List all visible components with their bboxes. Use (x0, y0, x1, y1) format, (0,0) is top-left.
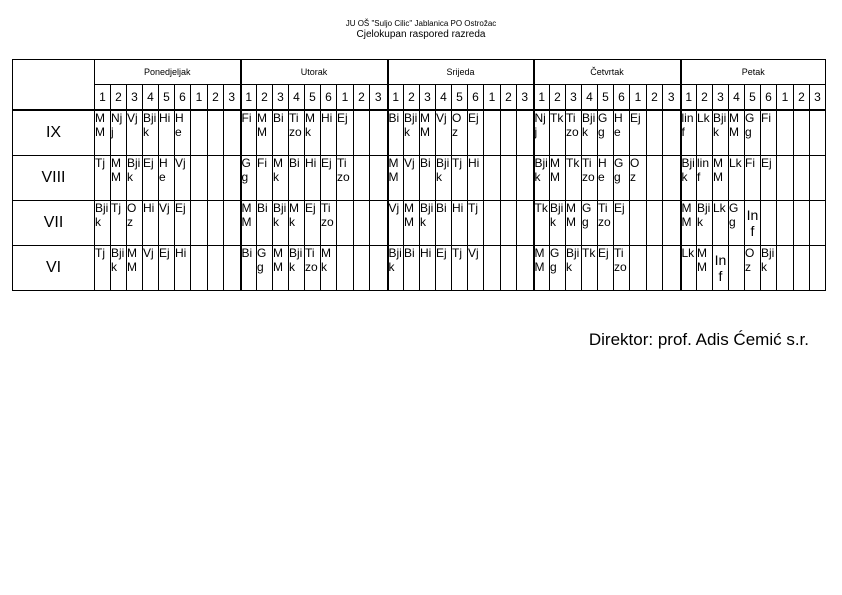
schedule-cell (517, 201, 534, 246)
schedule-cell (208, 201, 224, 246)
period-header: 3 (810, 85, 826, 111)
schedule-cell (777, 156, 794, 201)
schedule-cell: M M (566, 201, 582, 246)
schedule-cell: M M (388, 156, 404, 201)
schedule-cell: M M (729, 110, 745, 156)
period-header: 4 (436, 85, 452, 111)
schedule-cell: M M (681, 201, 697, 246)
period-header: 6 (468, 85, 484, 111)
schedule-cell (663, 110, 681, 156)
schedule-cell: Tk (582, 246, 598, 291)
schedule-cell: Bji k (534, 156, 550, 201)
schedule-cell: Bji k (436, 156, 452, 201)
class-row (13, 156, 826, 201)
schedule-cell: Ti zo (614, 246, 630, 291)
schedule-cell (810, 110, 826, 156)
class-name: VI (13, 246, 95, 291)
period-header: 2 (697, 85, 713, 111)
schedule-cell (777, 110, 794, 156)
schedule-cell (337, 201, 354, 246)
schedule-cell (777, 246, 794, 291)
schedule-cell (517, 156, 534, 201)
period-header: 5 (745, 85, 761, 111)
school-name: JU OŠ "Suljo Cilic" Jablanica PO Ostrožac (345, 19, 497, 28)
schedule-cell: Vj (388, 201, 404, 246)
schedule-cell: G g (729, 201, 745, 246)
schedule-cell (630, 201, 647, 246)
schedule-cell: M M (697, 246, 713, 291)
schedule-cell: Ej (305, 201, 321, 246)
period-header: 4 (143, 85, 159, 111)
schedule-cell (729, 246, 745, 291)
schedule-cell (370, 246, 388, 291)
schedule-cell: Ej (468, 110, 484, 156)
period-header: 1 (241, 85, 257, 111)
schedule-cell: M k (321, 246, 337, 291)
schedule-cell (794, 110, 810, 156)
schedule-cell (191, 246, 208, 291)
schedule-cell: Lk (713, 201, 729, 246)
schedule-cell: Bji k (566, 246, 582, 291)
schedule-cell: Tj (452, 156, 468, 201)
schedule-cell: Inf (713, 246, 729, 291)
schedule-cell: H e (159, 156, 175, 201)
schedule-cell: M M (534, 246, 550, 291)
schedule-cell: Ti zo (321, 201, 337, 246)
schedule-cell: Hi (175, 246, 191, 291)
schedule-cell: O z (745, 246, 761, 291)
schedule-cell: G g (257, 246, 273, 291)
schedule-cell: Ti zo (289, 110, 305, 156)
schedule-cell: Hi (321, 110, 337, 156)
period-header: 2 (257, 85, 273, 111)
class-row (13, 246, 826, 291)
schedule-cell: MM (95, 110, 111, 156)
schedule-cell: Tj (452, 246, 468, 291)
schedule-cell: Bji k (404, 110, 420, 156)
schedule-cell: Nj j (111, 110, 127, 156)
schedule-cell: Lk (681, 246, 697, 291)
schedule-cell (663, 201, 681, 246)
schedule-cell: Bi (388, 110, 404, 156)
class-name: IX (13, 110, 95, 156)
schedule-cell: Ej (761, 156, 777, 201)
schedule-cell: Bji k (697, 201, 713, 246)
schedule-cell: Bji k (420, 201, 436, 246)
schedule-cell (630, 246, 647, 291)
schedule-cell (663, 246, 681, 291)
schedule-cell: M k (273, 156, 289, 201)
schedule-cell: Hi (143, 201, 159, 246)
schedule-cell (354, 201, 370, 246)
schedule-cell (354, 156, 370, 201)
schedule-cell (501, 246, 517, 291)
schedule-cell: Bji k (388, 246, 404, 291)
period-header: 3 (273, 85, 289, 111)
schedule-cell (794, 201, 810, 246)
schedule-cell (354, 110, 370, 156)
schedule-cell: Hi (305, 156, 321, 201)
schedule-cell: H e (175, 110, 191, 156)
period-header: 1 (95, 85, 111, 111)
schedule-cell: G g (550, 246, 566, 291)
schedule-cell: Lk (697, 110, 713, 156)
schedule-cell: Bji k (761, 246, 777, 291)
schedule-cell (647, 110, 663, 156)
schedule-cell: M M (404, 201, 420, 246)
period-header: 4 (289, 85, 305, 111)
schedule-cell (501, 201, 517, 246)
schedule-cell (761, 201, 777, 246)
schedule-cell: Fi (257, 156, 273, 201)
schedule-cell: Vj (436, 110, 452, 156)
period-header: 3 (713, 85, 729, 111)
schedule-cell: Ti zo (598, 201, 614, 246)
day-header-ponedjeljak: Ponedjeljak (95, 60, 241, 85)
schedule-cell (191, 156, 208, 201)
schedule-cell: Vj (143, 246, 159, 291)
schedule-cell: Hi (452, 201, 468, 246)
period-header: 1 (191, 85, 208, 111)
schedule-cell (224, 110, 241, 156)
schedule-cell: Ej (175, 201, 191, 246)
period-header: 4 (729, 85, 745, 111)
schedule-cell (484, 156, 501, 201)
schedule-cell: Bji k (582, 110, 598, 156)
schedule-cell: Bji k (681, 156, 697, 201)
schedule-cell (663, 156, 681, 201)
schedule-cell: Tk (550, 110, 566, 156)
period-header: 1 (534, 85, 550, 111)
schedule-cell (354, 246, 370, 291)
period-header: 4 (582, 85, 598, 111)
day-header-utorak: Utorak (241, 60, 388, 85)
schedule-cell (517, 110, 534, 156)
schedule-cell (484, 110, 501, 156)
schedule-cell (810, 246, 826, 291)
schedule-cell: Fi (241, 110, 257, 156)
schedule-cell: H e (598, 156, 614, 201)
schedule-cell: Ti zo (582, 156, 598, 201)
schedule-cell: lin f (697, 156, 713, 201)
schedule-cell: Tk (566, 156, 582, 201)
period-header: 2 (404, 85, 420, 111)
period-header: 6 (761, 85, 777, 111)
schedule-cell: M k (289, 201, 305, 246)
schedule-cell: lin f (681, 110, 697, 156)
period-header: 5 (159, 85, 175, 111)
period-header: 6 (614, 85, 630, 111)
schedule-cell (794, 246, 810, 291)
period-header: 1 (484, 85, 501, 111)
schedule-cell: Vj (127, 110, 143, 156)
schedule-cell: Lk (729, 156, 745, 201)
schedule-cell (224, 246, 241, 291)
schedule-cell (337, 246, 354, 291)
schedule-cell (794, 156, 810, 201)
corner-cell (13, 60, 95, 111)
period-header: 1 (630, 85, 647, 111)
schedule-cell: G g (241, 156, 257, 201)
schedule-cell: Nj j (534, 110, 550, 156)
schedule-cell: O z (630, 156, 647, 201)
period-header: 3 (127, 85, 143, 111)
schedule-cell: Vj (159, 201, 175, 246)
period-header: 6 (175, 85, 191, 111)
schedule-cell: Inf (745, 201, 761, 246)
schedule-cell: Ej (321, 156, 337, 201)
schedule-cell: Bji k (111, 246, 127, 291)
schedule-cell (647, 246, 663, 291)
document-title: Cjelokupan raspored razreda (356, 29, 486, 40)
period-header: 5 (305, 85, 321, 111)
schedule-cell: Hi (159, 110, 175, 156)
schedule-cell: M M (273, 246, 289, 291)
period-header: 2 (647, 85, 663, 111)
schedule-cell: Ej (598, 246, 614, 291)
schedule-cell: Fi (745, 156, 761, 201)
day-header-srijeda: Srijeda (388, 60, 534, 85)
period-header: 3 (517, 85, 534, 111)
period-header: 2 (208, 85, 224, 111)
schedule-cell: M M (550, 156, 566, 201)
schedule-cell (191, 110, 208, 156)
period-header: 2 (550, 85, 566, 111)
schedule-cell: Ej (614, 201, 630, 246)
schedule-cell: Ej (159, 246, 175, 291)
schedule-cell: Tj (95, 246, 111, 291)
schedule-cell (224, 156, 241, 201)
period-header: 5 (598, 85, 614, 111)
schedule-cell: G g (614, 156, 630, 201)
schedule-cell: Ti zo (337, 156, 354, 201)
period-header: 3 (370, 85, 388, 111)
schedule-cell: M M (713, 156, 729, 201)
schedule-cell: Bi (257, 201, 273, 246)
schedule-cell: Bji k (95, 201, 111, 246)
class-row (13, 110, 826, 156)
period-header: 2 (501, 85, 517, 111)
class-schedule-table (12, 59, 826, 291)
schedule-cell: G g (745, 110, 761, 156)
schedule-cell (517, 246, 534, 291)
period-header: 1 (681, 85, 697, 111)
schedule-cell (370, 201, 388, 246)
schedule-cell: Bji k (143, 110, 159, 156)
schedule-cell: Bi (289, 156, 305, 201)
schedule-cell (370, 156, 388, 201)
schedule-cell (777, 201, 794, 246)
day-header-cetvrtak: Četvrtak (534, 60, 681, 85)
schedule-cell (501, 156, 517, 201)
schedule-cell (208, 156, 224, 201)
schedule-cell: Bi (241, 246, 257, 291)
schedule-cell: M k (305, 110, 321, 156)
period-header: 2 (111, 85, 127, 111)
period-header: 1 (777, 85, 794, 111)
schedule-cell: M M (111, 156, 127, 201)
period-header: 2 (794, 85, 810, 111)
class-name: VIII (13, 156, 95, 201)
schedule-cell: M M (257, 110, 273, 156)
schedule-cell: Bi (436, 201, 452, 246)
period-header: 3 (566, 85, 582, 111)
schedule-cell: Vj (468, 246, 484, 291)
schedule-cell: Ej (436, 246, 452, 291)
day-header-petak: Petak (681, 60, 826, 85)
schedule-cell: Vj (404, 156, 420, 201)
schedule-cell (191, 201, 208, 246)
schedule-cell (208, 246, 224, 291)
schedule-cell: Tj (111, 201, 127, 246)
schedule-cell: Tj (468, 201, 484, 246)
schedule-cell: Bji k (289, 246, 305, 291)
period-header: 1 (388, 85, 404, 111)
schedule-cell: Ti zo (305, 246, 321, 291)
schedule-cell: M M (127, 246, 143, 291)
director-signature: Direktor: prof. Adis Ćemić s.r. (588, 330, 809, 349)
schedule-cell: O z (127, 201, 143, 246)
period-header: 2 (354, 85, 370, 111)
schedule-cell (484, 201, 501, 246)
schedule-cell (370, 110, 388, 156)
schedule-cell: Fi (761, 110, 777, 156)
schedule-cell: Hi (420, 246, 436, 291)
schedule-cell: O z (452, 110, 468, 156)
period-header: 3 (224, 85, 241, 111)
class-row (13, 201, 826, 246)
schedule-cell: Bji k (127, 156, 143, 201)
schedule-cell (647, 201, 663, 246)
schedule-cell: Vj (175, 156, 191, 201)
schedule-cell (647, 156, 663, 201)
period-header: 3 (420, 85, 436, 111)
schedule-cell: Ej (143, 156, 159, 201)
period-header: 3 (663, 85, 681, 111)
schedule-cell (501, 110, 517, 156)
schedule-cell: Bji k (273, 201, 289, 246)
period-header: 1 (337, 85, 354, 111)
schedule-cell: H e (614, 110, 630, 156)
schedule-cell: Bi (404, 246, 420, 291)
schedule-cell: Bji k (713, 110, 729, 156)
schedule-cell: Tj (95, 156, 111, 201)
schedule-cell: Bi (273, 110, 289, 156)
schedule-cell (810, 156, 826, 201)
schedule-cell: Bi (420, 156, 436, 201)
schedule-cell (208, 110, 224, 156)
class-name: VII (13, 201, 95, 246)
schedule-cell: G g (598, 110, 614, 156)
schedule-cell: M M (420, 110, 436, 156)
schedule-cell: Tk (534, 201, 550, 246)
schedule-cell (484, 246, 501, 291)
schedule-cell: G g (582, 201, 598, 246)
schedule-cell: Ti zo (566, 110, 582, 156)
schedule-cell: Hi (468, 156, 484, 201)
schedule-cell (224, 201, 241, 246)
schedule-cell: Bji k (550, 201, 566, 246)
schedule-cell (810, 201, 826, 246)
schedule-cell: M M (241, 201, 257, 246)
schedule-cell: Ej (630, 110, 647, 156)
schedule-cell: Ej (337, 110, 354, 156)
period-header: 6 (321, 85, 337, 111)
period-header: 5 (452, 85, 468, 111)
